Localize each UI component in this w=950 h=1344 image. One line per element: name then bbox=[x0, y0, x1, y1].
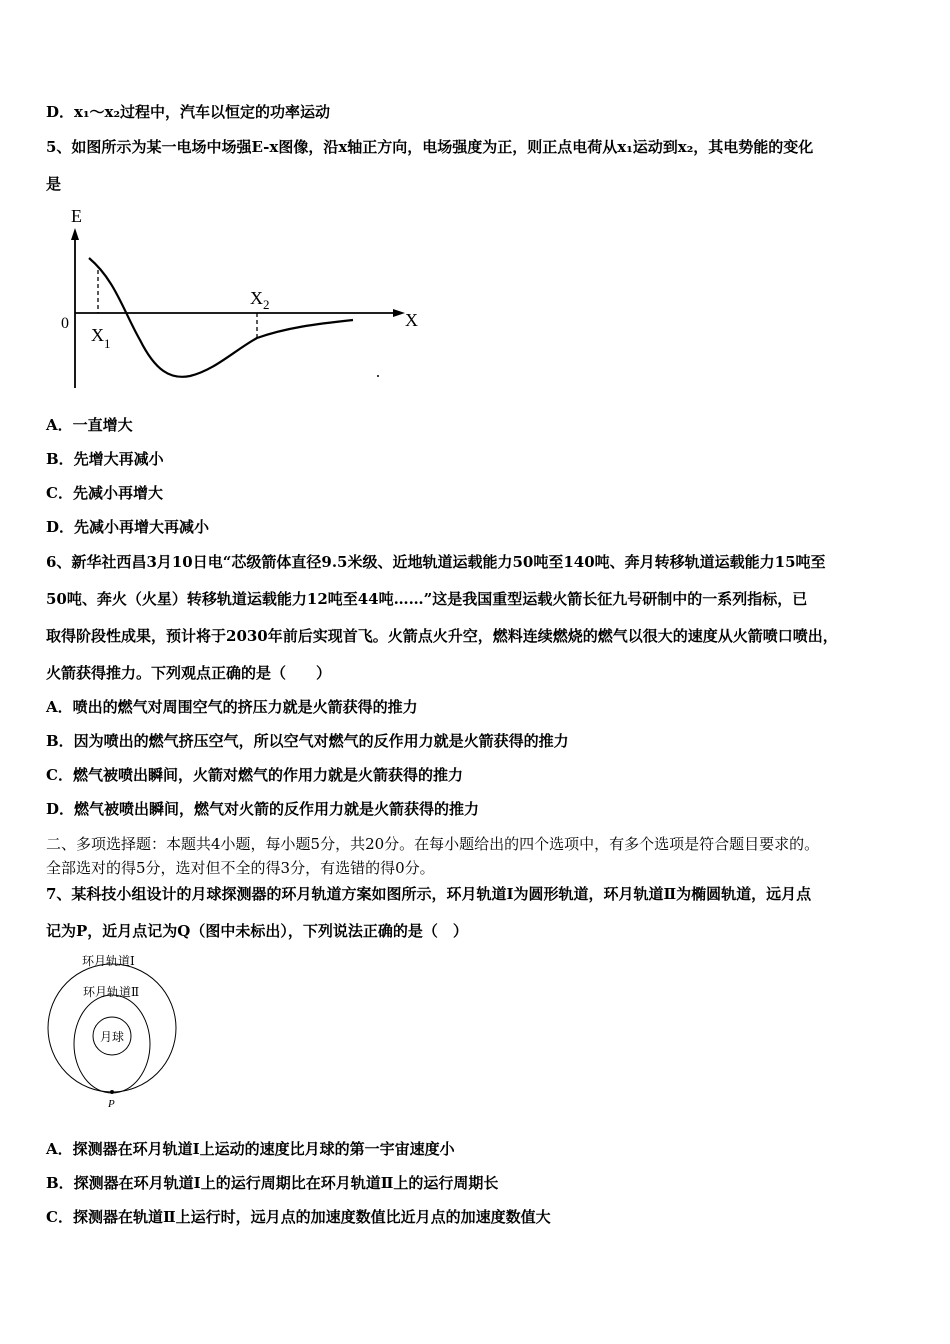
q6-stem-line4: 火箭获得推力。下列观点正确的是（ ） bbox=[46, 664, 332, 682]
x-axis-arrow bbox=[393, 309, 405, 317]
x1-label: $X_1$ bbox=[91, 325, 111, 351]
stray-dot bbox=[377, 375, 379, 377]
q6-option-c: C．燃气被喷出瞬间，火箭对燃气的作用力就是火箭获得的推力 bbox=[46, 766, 463, 784]
moon-label: 月球 bbox=[100, 1030, 125, 1044]
q5-stem-line1: 5、如图所示为某一电场中场强E-x图像，沿x轴正方向，电场强度为正，则正点电荷从x₁运动到x₂，其电势能的变化 bbox=[46, 138, 814, 156]
q7-stem-line2: 记为P，近月点记为Q（图中未标出），下列说法正确的是（ ） bbox=[46, 922, 468, 940]
orbit-2-ellipse bbox=[74, 995, 150, 1093]
section2-line1: 二、多项选择题：本题共4小题，每小题5分，共20分。在每小题给出的四个选项中，有多个选项是符合题目要求的。 bbox=[46, 835, 820, 853]
orbit-1-circle bbox=[48, 964, 176, 1092]
q5-option-b: B．先增大再减小 bbox=[46, 450, 164, 468]
point-p-dot bbox=[110, 1090, 114, 1094]
q5-option-c: C．先减小再增大 bbox=[46, 484, 163, 502]
q6-stem-line2: 50吨、奔火（火星）转移轨道运载能力12吨至44吨……”这是我国重型运载火箭长征九号研制中的一系列指标，已 bbox=[46, 590, 808, 608]
field-curve bbox=[89, 258, 353, 377]
q6-option-d: D．燃气被喷出瞬间，燃气对火箭的反作用力就是火箭获得的推力 bbox=[46, 800, 480, 818]
x2-label: $X_2$ bbox=[250, 288, 270, 312]
orbit-2-label: 环月轨道Ⅱ bbox=[83, 985, 140, 999]
origin-label: 0 bbox=[61, 315, 69, 332]
x-axis-label: X bbox=[405, 310, 418, 330]
q5-option-a: A．一直增大 bbox=[46, 416, 133, 434]
q7-option-a: A．探测器在环月轨道Ⅰ上运动的速度比月球的第一宇宙速度小 bbox=[46, 1140, 455, 1158]
q7-option-c: C．探测器在轨道Ⅱ上运行时，远月点的加速度数值比近月点的加速度数值大 bbox=[46, 1208, 551, 1226]
y-axis-arrow bbox=[71, 228, 79, 240]
q6-option-b: B．因为喷出的燃气挤压空气，所以空气对燃气的反作用力就是火箭获得的推力 bbox=[46, 732, 569, 750]
q7-orbit-diagram bbox=[44, 948, 184, 1113]
q5-ex-graph bbox=[55, 200, 425, 395]
q6-option-a: A．喷出的燃气对周围空气的挤压力就是火箭获得的推力 bbox=[46, 698, 418, 716]
orbit-1-label: 环月轨道Ⅰ bbox=[82, 954, 135, 968]
q6-stem-line1: 6、新华社西昌3月10日电“芯级箭体直径9.5米级、近地轨道运载能力50吨至140吨、奔月转移轨道运载能力15吨至 bbox=[46, 553, 826, 571]
q5-stem-line2: 是 bbox=[46, 175, 62, 193]
q7-stem-line1: 7、某科技小组设计的月球探测器的环月轨道方案如图所示，环月轨道Ⅰ为圆形轨道，环月轨道Ⅱ为椭圆轨道，远月点 bbox=[46, 885, 812, 903]
q7-option-b: B．探测器在环月轨道Ⅰ上的运行周期比在环月轨道Ⅱ上的运行周期长 bbox=[46, 1174, 499, 1192]
point-p-label: P bbox=[108, 1098, 115, 1110]
q5-option-d: D．先减小再增大再减小 bbox=[46, 518, 210, 536]
q4-option-d: D．x₁～x₂过程中，汽车以恒定的功率运动 bbox=[46, 103, 331, 121]
section2-line2: 全部选对的得5分，选对但不全的得3分，有选错的得0分。 bbox=[46, 859, 435, 877]
q6-stem-line3: 取得阶段性成果，预计将于2030年前后实现首飞。火箭点火升空，燃料连续燃烧的燃气以很大的速度从火箭喷口喷出， bbox=[46, 627, 838, 645]
y-axis-label: E bbox=[71, 206, 82, 226]
